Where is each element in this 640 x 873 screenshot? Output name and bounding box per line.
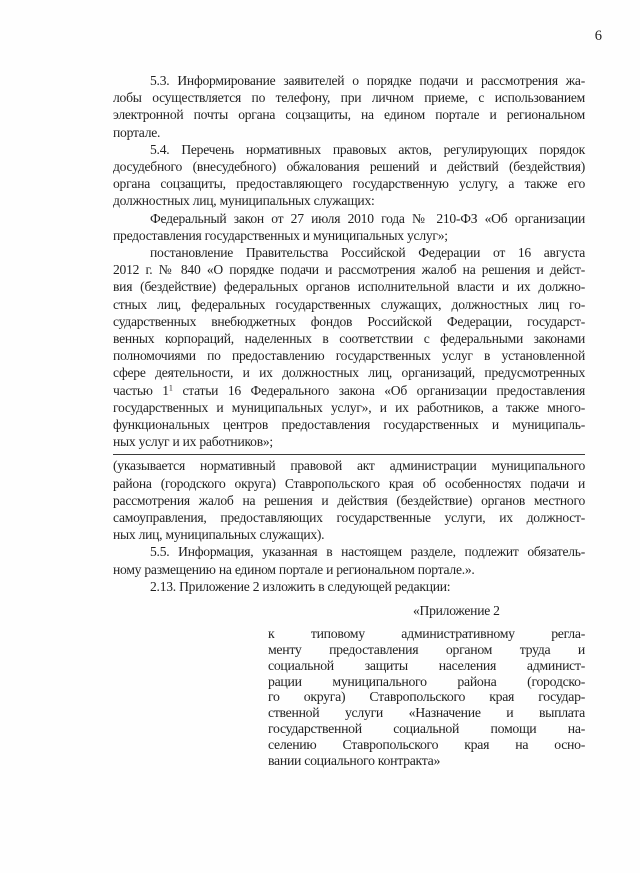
text-line: портале. — [113, 124, 161, 140]
separator-line — [113, 454, 585, 455]
text-line: постановление Правительства Российской Федерации от 16 августа — [150, 245, 585, 261]
text-line: рассмотрения жалоб на решения и действия (бездействие) органов местного — [113, 492, 585, 508]
text-line: к типовому административному регла- — [268, 626, 585, 642]
text-line: 5.4. Перечень нормативных правовых актов, регулирующих порядок — [150, 141, 585, 157]
text-line: государственной социальной помощи на- — [268, 721, 585, 737]
text-line: ных лиц, муниципальных служащих). — [113, 527, 325, 543]
text-line: ных услуг и их работников»; — [113, 434, 273, 450]
page-number: 6 — [594, 28, 602, 44]
text-line: венных корпораций, наделенных в соответствии с федеральными законами — [113, 331, 585, 347]
text-line: лобы осуществляется по телефону, при личном приеме, с использованием — [113, 90, 585, 106]
text-line: ному размещению на едином портале и региональном портале.». — [113, 561, 475, 577]
text-line: 2012 г. № 840 «О порядке подачи и рассмотрения жалоб на решения и дейст- — [113, 262, 585, 278]
text-line: рации муниципального района (городско- — [268, 673, 585, 689]
paragraph-federal-law — [113, 210, 585, 244]
paragraph-resolution-840 — [113, 244, 585, 450]
text-line: предоставления государственных и муниципальных услуг»; — [113, 227, 448, 243]
text-line: менту предоставления органом труда и — [268, 642, 585, 658]
text-line: сфере деятельности, и их должностных лиц, организаций, предусмотренных — [113, 365, 585, 381]
paragraph-5-3 — [113, 72, 585, 141]
annex-attribution-block — [268, 626, 585, 768]
text-line: вании социального контракта» — [268, 752, 441, 768]
text-line: самоуправления, предоставляющих государственные услуги, их должност- — [113, 510, 585, 526]
text-line: функциональных центров предоставления государственных и муниципаль- — [113, 417, 585, 433]
text-line: должностных лиц, муниципальных служащих: — [113, 193, 375, 209]
text-line: вия (бездействие) федеральных органов исполнительной власти и их должно- — [113, 279, 585, 295]
text-line: досудебного (внесудебного) обжалования решений и действий (бездействия) — [113, 159, 585, 175]
document-body — [113, 72, 585, 768]
text-line: 2.13. Приложение 2 изложить в следующей редакции: — [150, 578, 451, 594]
paragraph-note — [113, 457, 585, 543]
text-line: Федеральный закон от 27 июля 2010 года № 210-ФЗ «Об организации — [150, 210, 585, 226]
text-line: го округа) Ставропольского края государ- — [268, 689, 585, 705]
text-line: электронной почты органа соцзащиты, на едином портале и региональном — [113, 107, 585, 123]
text-line: сударственных внебюджетных фондов Российской Федерации, государст- — [113, 313, 585, 329]
text-line: социальной защиты населения админист- — [268, 657, 585, 673]
text-line: ственной услуги «Назначение и выплата — [268, 705, 585, 721]
text-segment: частью 1 — [113, 382, 169, 398]
text-line: 5.3. Информирование заявителей о порядке подачи и рассмотрения жа- — [150, 73, 585, 88]
text-line: (указывается нормативный правовой акт администрации муниципального — [113, 458, 585, 474]
superscript-one: 1 — [168, 383, 173, 393]
text-line: государственных и муниципальных услуг», и их работников, а также много- — [113, 399, 585, 415]
text-line: селению Ставропольского края на осно- — [268, 736, 585, 752]
text-line: полномочиями по предоставлению государственных услуг в установленной — [113, 348, 585, 364]
paragraph-5-5 — [113, 543, 585, 595]
text-line: 5.5. Информация, указанная в настоящем разделе, подлежит обязатель- — [150, 544, 585, 560]
text-line-with-superscript — [113, 382, 585, 399]
text-line: стных лиц, федеральных государственных служащих, должностных лиц го- — [113, 296, 585, 312]
text-segment: статьи 16 Федерального закона «Об организации предоставления — [172, 382, 585, 398]
annex-heading: «Приложение 2 — [413, 603, 500, 619]
paragraph-5-4 — [113, 141, 585, 210]
text-line: района (городского округа) Ставропольского края об особенностях подачи и — [113, 475, 585, 491]
text-line: органа соцзащиты, предоставляющего государственную услугу, а также его — [113, 176, 585, 192]
